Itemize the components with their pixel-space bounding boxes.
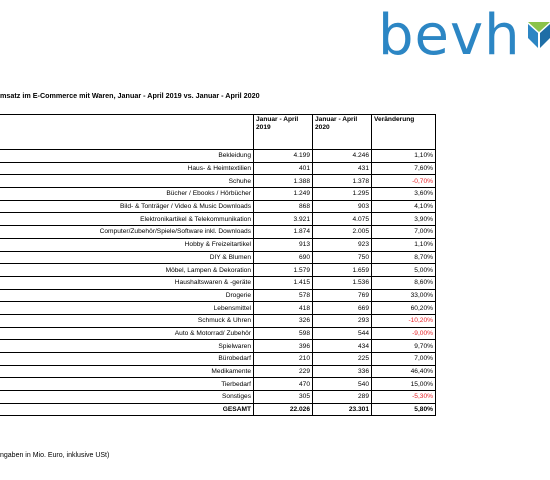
- change-cell: 9,70%: [372, 340, 436, 353]
- value-2020-cell: 923: [313, 238, 372, 251]
- category-cell: Hobby & Freizeitartikel: [0, 238, 254, 251]
- total-2020: 23.301: [313, 403, 372, 416]
- value-2020-cell: 289: [313, 391, 372, 404]
- value-2019-cell: 1.874: [254, 226, 313, 239]
- category-cell: DIY & Blumen: [0, 251, 254, 264]
- table-row: [0, 378, 436, 391]
- category-cell: Auto & Motorrad/ Zubehör: [0, 327, 254, 340]
- value-2020-cell: 434: [313, 340, 372, 353]
- table-row: [0, 251, 436, 264]
- value-2019-cell: 1.249: [254, 188, 313, 201]
- value-2020-cell: 544: [313, 327, 372, 340]
- table-row: [0, 226, 436, 239]
- value-2019-cell: 598: [254, 327, 313, 340]
- change-cell: 1,10%: [372, 238, 436, 251]
- category-cell: Schmuck & Uhren: [0, 314, 254, 327]
- change-cell: 4,10%: [372, 200, 436, 213]
- value-2019-cell: 578: [254, 289, 313, 302]
- header-2019: Januar - April 2019: [254, 115, 313, 150]
- table-row: [0, 188, 436, 201]
- value-2019-cell: 305: [254, 391, 313, 404]
- total-change: 5,80%: [372, 403, 436, 416]
- category-cell: Elektronikartikel & Telekommunikation: [0, 213, 254, 226]
- value-2019-cell: 913: [254, 238, 313, 251]
- value-2019-cell: 396: [254, 340, 313, 353]
- value-2019-cell: 4.199: [254, 150, 313, 163]
- value-2020-cell: 769: [313, 289, 372, 302]
- value-2019-cell: 690: [254, 251, 313, 264]
- category-cell: Bürobedarf: [0, 353, 254, 366]
- value-2020-cell: 2.005: [313, 226, 372, 239]
- table-row: [0, 365, 436, 378]
- change-cell: 7,00%: [372, 226, 436, 239]
- change-cell: 1,10%: [372, 150, 436, 163]
- value-2020-cell: 293: [313, 314, 372, 327]
- value-2019-cell: 229: [254, 365, 313, 378]
- value-2019-cell: 868: [254, 200, 313, 213]
- value-2019-cell: 326: [254, 314, 313, 327]
- value-2020-cell: 1.295: [313, 188, 372, 201]
- value-2019-cell: 401: [254, 162, 313, 175]
- change-cell: 15,00%: [372, 378, 436, 391]
- change-cell: 7,00%: [372, 353, 436, 366]
- change-cell: 33,00%: [372, 289, 436, 302]
- table-row: [0, 327, 436, 340]
- footnote: ngaben in Mio. Euro, inklusive USt): [0, 452, 110, 459]
- page-title: msatz im E-Commerce mit Waren, Januar - April 2019 vs. Januar - April 2020: [0, 91, 260, 100]
- category-cell: Drogerie: [0, 289, 254, 302]
- value-2019-cell: 418: [254, 302, 313, 315]
- value-2019-cell: 1.415: [254, 276, 313, 289]
- change-cell: 46,40%: [372, 365, 436, 378]
- category-cell: Haushaltswaren & -geräte: [0, 276, 254, 289]
- value-2020-cell: 750: [313, 251, 372, 264]
- value-2020-cell: 225: [313, 353, 372, 366]
- value-2019-cell: 1.388: [254, 175, 313, 188]
- change-cell: 5,00%: [372, 264, 436, 277]
- value-2020-cell: 336: [313, 365, 372, 378]
- category-cell: Möbel, Lampen & Dekoration: [0, 264, 254, 277]
- header-2020: Januar - April 2020: [313, 115, 372, 150]
- table-header-row: [0, 115, 436, 150]
- category-cell: Haus- & Heimtextilien: [0, 162, 254, 175]
- table-row: [0, 289, 436, 302]
- value-2020-cell: 431: [313, 162, 372, 175]
- total-2019: 22.026: [254, 403, 313, 416]
- table-row: [0, 391, 436, 404]
- change-cell: -9,00%: [372, 327, 436, 340]
- category-cell: Sonstiges: [0, 391, 254, 404]
- header-category: [0, 115, 254, 150]
- table-row: [0, 353, 436, 366]
- table-row: [0, 200, 436, 213]
- value-2020-cell: 540: [313, 378, 372, 391]
- value-2020-cell: 4.075: [313, 213, 372, 226]
- category-cell: Spielwaren: [0, 340, 254, 353]
- total-row: [0, 403, 436, 416]
- logo-mark-icon: [528, 22, 550, 48]
- change-cell: 3,90%: [372, 213, 436, 226]
- change-cell: 7,60%: [372, 162, 436, 175]
- table-row: [0, 162, 436, 175]
- change-cell: -5,30%: [372, 391, 436, 404]
- value-2019-cell: 210: [254, 353, 313, 366]
- change-cell: 8,70%: [372, 251, 436, 264]
- value-2020-cell: 1.659: [313, 264, 372, 277]
- value-2020-cell: 669: [313, 302, 372, 315]
- value-2020-cell: 4.246: [313, 150, 372, 163]
- table-row: [0, 264, 436, 277]
- category-cell: Schuhe: [0, 175, 254, 188]
- table-row: [0, 175, 436, 188]
- category-cell: Medikamente: [0, 365, 254, 378]
- table-row: [0, 276, 436, 289]
- change-cell: 3,60%: [372, 188, 436, 201]
- change-cell: 60,20%: [372, 302, 436, 315]
- change-cell: -10,20%: [372, 314, 436, 327]
- value-2019-cell: 1.579: [254, 264, 313, 277]
- value-2019-cell: 3.921: [254, 213, 313, 226]
- value-2020-cell: 1.536: [313, 276, 372, 289]
- table-row: [0, 314, 436, 327]
- category-cell: Lebensmittel: [0, 302, 254, 315]
- value-2020-cell: 903: [313, 200, 372, 213]
- logo-text: bevh: [378, 3, 521, 68]
- header-change: Veränderung: [372, 115, 436, 150]
- table-row: [0, 340, 436, 353]
- table-row: [0, 238, 436, 251]
- category-cell: Tierbedarf: [0, 378, 254, 391]
- change-cell: -0,70%: [372, 175, 436, 188]
- table-row: [0, 150, 436, 163]
- total-label: GESAMT: [0, 403, 254, 416]
- category-cell: Computer/Zubehör/Spiele/Software inkl. Downloads: [0, 226, 254, 239]
- table-row: [0, 302, 436, 315]
- category-cell: Bild- & Tonträger / Video & Music Downloads: [0, 200, 254, 213]
- table-row: [0, 213, 436, 226]
- change-cell: 8,60%: [372, 276, 436, 289]
- sales-table: [0, 114, 436, 416]
- category-cell: Bekleidung: [0, 150, 254, 163]
- value-2020-cell: 1.378: [313, 175, 372, 188]
- category-cell: Bücher / Ebooks / Hörbücher: [0, 188, 254, 201]
- value-2019-cell: 470: [254, 378, 313, 391]
